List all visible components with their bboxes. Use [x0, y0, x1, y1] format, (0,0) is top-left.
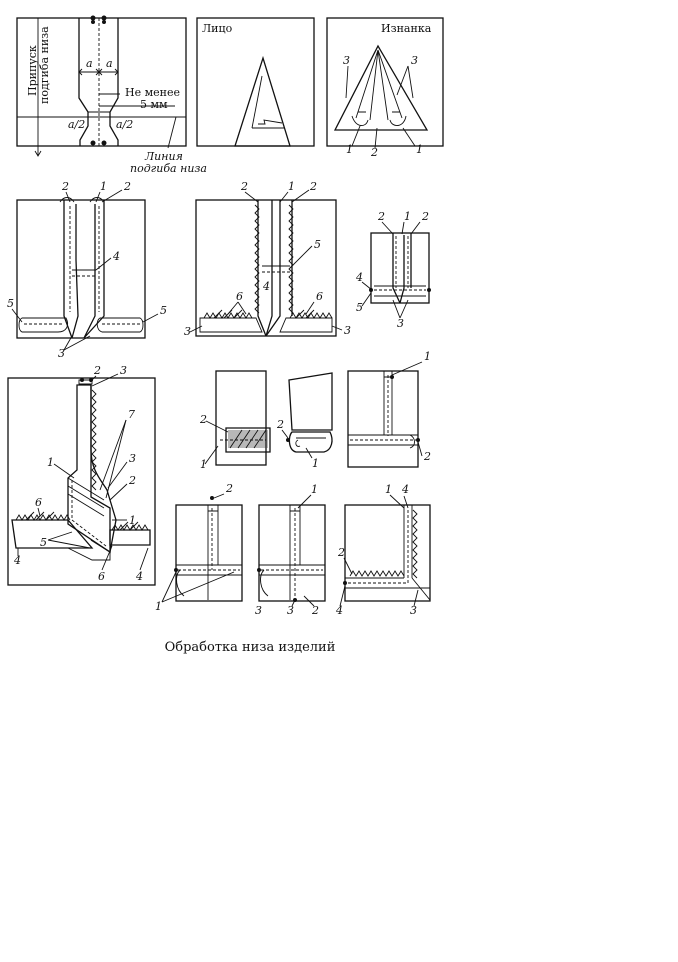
fig2-face-side [197, 18, 314, 146]
part-number-label: 1 [312, 457, 319, 470]
fig1-min-label: Не менее [125, 86, 181, 99]
part-number-label: 1 [47, 456, 54, 469]
fig1-dim-a-right: а [106, 57, 113, 70]
part-number-label: 3 [411, 54, 418, 67]
fig1-dim-a-left: а [86, 57, 93, 70]
part-number-label: 2 [424, 450, 431, 463]
part-number-label: 1 [311, 483, 318, 496]
fig1-dim-a2-right: а/2 [116, 118, 134, 131]
part-number-label: 1 [385, 483, 392, 496]
fig8-hatched-hem [199, 371, 270, 471]
fig1-hemline-label-2: подгиба низа [130, 162, 207, 175]
part-number-label: 2 [422, 210, 429, 223]
part-number-label: 3 [344, 324, 351, 337]
part-number-label: 1 [416, 143, 423, 156]
part-number-label: 1 [129, 514, 136, 527]
part-number-label: 4 [113, 250, 120, 263]
part-number-label: 2 [200, 413, 207, 426]
fig1-allowance-label: Припуск [26, 45, 39, 96]
fig11-mitre-1 [155, 482, 242, 613]
part-number-label: 5 [356, 301, 363, 314]
part-number-label: 2 [124, 180, 131, 193]
fig1-dim-a2-left: а/2 [68, 118, 86, 131]
part-number-label: 4 [263, 280, 270, 293]
part-number-label: 2 [310, 180, 317, 193]
part-number-label: 5 [7, 297, 14, 310]
fig6-closed-slit [355, 210, 431, 330]
part-number-label: 1 [288, 180, 295, 193]
fig12-mitre-2 [255, 483, 325, 617]
part-number-label: 3 [287, 604, 294, 617]
part-number-label: 1 [100, 180, 107, 193]
part-number-label: 2 [226, 482, 233, 495]
part-number-label: 1 [200, 458, 207, 471]
part-number-label: 2 [129, 474, 136, 487]
part-number-label: 4 [136, 570, 143, 583]
part-number-label: 2 [277, 418, 284, 431]
part-number-label: 3 [129, 452, 136, 465]
fig2-face-label: Лицо [202, 22, 233, 35]
part-number-label: 3 [184, 325, 191, 338]
part-number-label: 2 [371, 146, 378, 159]
part-number-label: 6 [316, 290, 323, 303]
part-number-label: 1 [155, 600, 162, 613]
fig3-back-side [327, 18, 443, 159]
part-number-label: 4 [402, 483, 409, 496]
part-number-label: 2 [94, 364, 101, 377]
fig3-back-label: Изнанка [381, 22, 432, 35]
part-number-label: 3 [397, 317, 404, 330]
part-number-label: 7 [128, 408, 135, 421]
fig4-slit-seam [7, 180, 167, 360]
part-number-label: 1 [346, 143, 353, 156]
part-number-label: 3 [255, 604, 262, 617]
part-number-label: 3 [120, 364, 127, 377]
part-number-label: 2 [338, 546, 345, 559]
part-number-label: 2 [312, 604, 319, 617]
part-number-label: 3 [343, 54, 350, 67]
fig1-min-value: 5 мм [140, 98, 168, 111]
part-number-label: 3 [410, 604, 417, 617]
fig10-folded-edge [348, 350, 431, 467]
part-number-label: 6 [35, 496, 42, 509]
fig1-hemline-label: Линия [145, 150, 183, 163]
fig5-overlocked-slit [184, 180, 351, 338]
fig7-slit-assembly [8, 364, 155, 585]
part-number-label: 4 [356, 271, 363, 284]
part-number-label: 5 [314, 238, 321, 251]
fig1-allowance-label-2: подгиба низа [38, 26, 51, 104]
part-number-label: 5 [160, 304, 167, 317]
fig13-mitre-3 [335, 483, 430, 617]
fig9-rolled-corner [276, 373, 332, 470]
part-number-label: 1 [404, 210, 411, 223]
part-number-label: 2 [62, 180, 69, 193]
part-number-label: 2 [241, 180, 248, 193]
part-number-label: 6 [98, 570, 105, 583]
part-number-label: 1 [424, 350, 431, 363]
fig1-vent-allowance [17, 16, 207, 176]
part-number-label: 2 [378, 210, 385, 223]
part-number-label: 6 [236, 290, 243, 303]
part-number-label: 3 [58, 347, 65, 360]
part-number-label: 4 [336, 604, 343, 617]
part-number-label: 5 [40, 536, 47, 549]
figure-caption: Обработка низа изделий [164, 640, 336, 655]
part-number-label: 4 [14, 554, 21, 567]
